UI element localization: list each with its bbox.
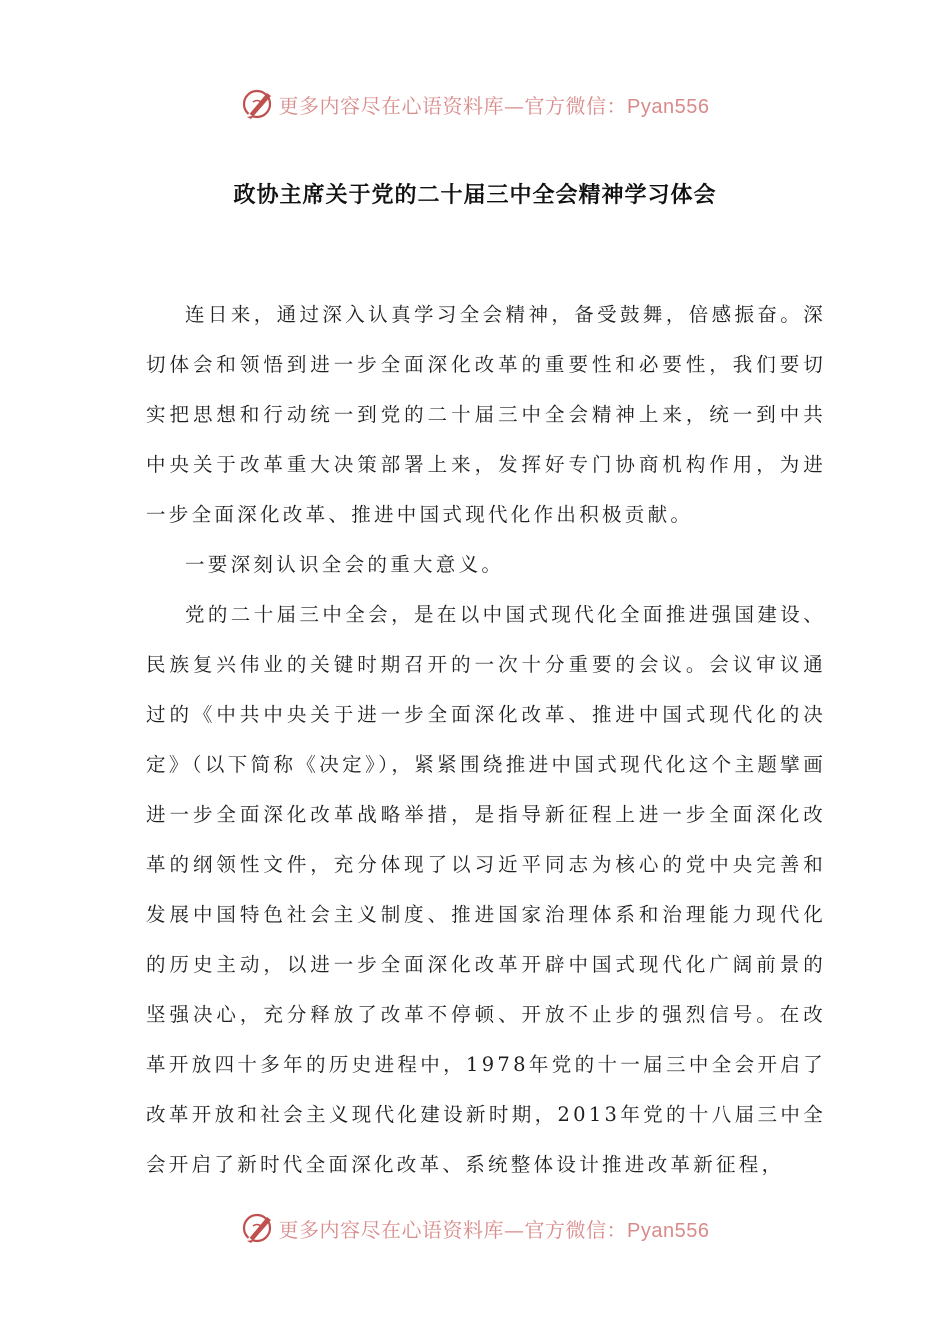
- watermark-label: 更多内容尽在心语资料库—官方微信：: [278, 93, 628, 118]
- footer-watermark: [0, 1208, 950, 1248]
- paragraph: 连日来，通过深入认真学习全会精神，备受鼓舞，倍感振奋。深切体会和领悟到进一步全面深化改革的重要性和必要性，我们要切实把思想和行动统一到党的二十届三中全会精神上来，统一到中共中央关于改革重大决策部署上来，发挥好专门协商机构作用，为进一步全面深化改革、推进中国式现代化作出积极贡献。: [146, 303, 826, 526]
- paragraph: 党的二十届三中全会，是在以中国式现代化全面推进强国建设、民族复兴伟业的关键时期召开的一次十分重要的会议。会议审议通过的《中共中央关于进一步全面深化改革、推进中国式现代化的决定》（以下简称《决定》），紧紧围绕推进中国式现代化这个主题擘画进一步全面深化改革战略举措，是指导新征程上进一步全面深化改革的纲领性文件，充分体现了以习近平同志为核心的党中央完善和发展中国特色社会主义制度、推进国家治理体系和治理能力现代化的历史主动，以进一步全面深化改革开辟中国式现代化广阔前景的坚强决心，充分释放了改革不停顿、开放不止步的强烈信号。在改革开放四十多年的历史进程中，1978年党的十一届三中全会开启了改革开放和社会主义现代化建设新时期，2013年党的十八届三中全会开启了新时代全面深化改革、系统整体设计推进改革新征程，: [146, 603, 826, 1176]
- watermark-label: 更多内容尽在心语资料库—官方微信：: [278, 1217, 628, 1242]
- watermark-id: Pyan556: [627, 1219, 710, 1242]
- document-title: 政协主席关于党的二十届三中全会精神学习体会: [233, 183, 717, 208]
- pen-logo-icon: [241, 87, 275, 121]
- section-heading: 一要深刻认识全会的重大意义。: [185, 553, 505, 576]
- watermark-id: Pyan556: [627, 95, 710, 118]
- pen-logo-icon: [241, 1211, 275, 1245]
- document-body: [146, 290, 826, 1190]
- watermark-text: [279, 90, 710, 119]
- header-watermark: [0, 84, 950, 124]
- watermark-text: [279, 1214, 710, 1243]
